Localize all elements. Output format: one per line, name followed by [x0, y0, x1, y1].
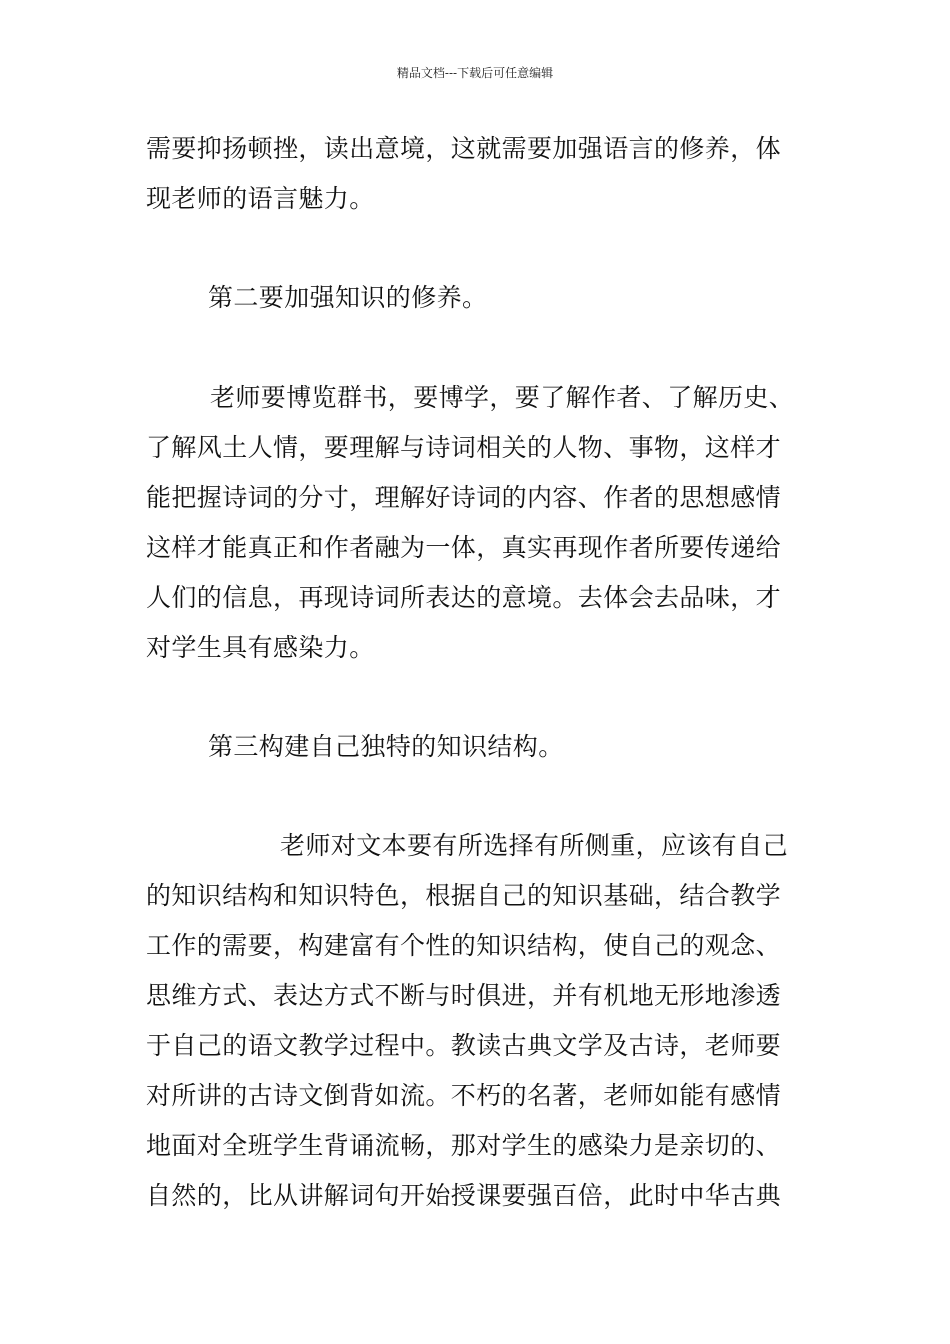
- text-line: 于自己的语文教学过程中。教读古典文学及古诗，老师要: [146, 1031, 782, 1060]
- text-line: 自然的，比从讲解词句开始授课要强百倍，此时中华古典: [146, 1181, 782, 1210]
- text-line: 需要抑扬顿挫，读出意境，这就需要加强语言的修养，体: [146, 134, 782, 163]
- text-line: 地面对全班学生背诵流畅，那对学生的感染力是亲切的、: [146, 1131, 782, 1160]
- text-line: 工作的需要，构建富有个性的知识结构，使自己的观念、: [146, 931, 782, 960]
- text-line: 这样才能真正和作者融为一体，真实再现作者所要传递给: [146, 533, 782, 562]
- text-line: 思维方式、表达方式不断与时俱进，并有机地无形地渗透: [146, 981, 782, 1010]
- text-line: 现老师的语言魅力。: [146, 184, 375, 213]
- text-line: 对所讲的古诗文倒背如流。不朽的名著，老师如能有感情: [146, 1081, 782, 1110]
- text-line: 对学生具有感染力。: [146, 633, 375, 662]
- text-line: 人们的信息，再现诗词所表达的意境。去体会去品味，才: [146, 583, 782, 612]
- text-line: 老师要博览群书，要博学，要了解作者、了解历史、: [210, 383, 795, 412]
- page-header: 精品文档---下载后可任意编辑: [396, 66, 554, 80]
- text-line: 能把握诗词的分寸，理解好诗词的内容、作者的思想感情: [146, 483, 782, 512]
- text-line: 老师对文本要有所选择有所侧重，应该有自己: [280, 831, 789, 860]
- text-line: 的知识结构和知识特色，根据自己的知识基础，结合教学: [146, 881, 782, 910]
- section-heading: 第三构建自己独特的知识结构。: [208, 732, 564, 761]
- section-heading: 第二要加强知识的修养。: [208, 283, 488, 312]
- text-line: 了解风土人情，要理解与诗词相关的人物、事物，这样才: [146, 433, 782, 462]
